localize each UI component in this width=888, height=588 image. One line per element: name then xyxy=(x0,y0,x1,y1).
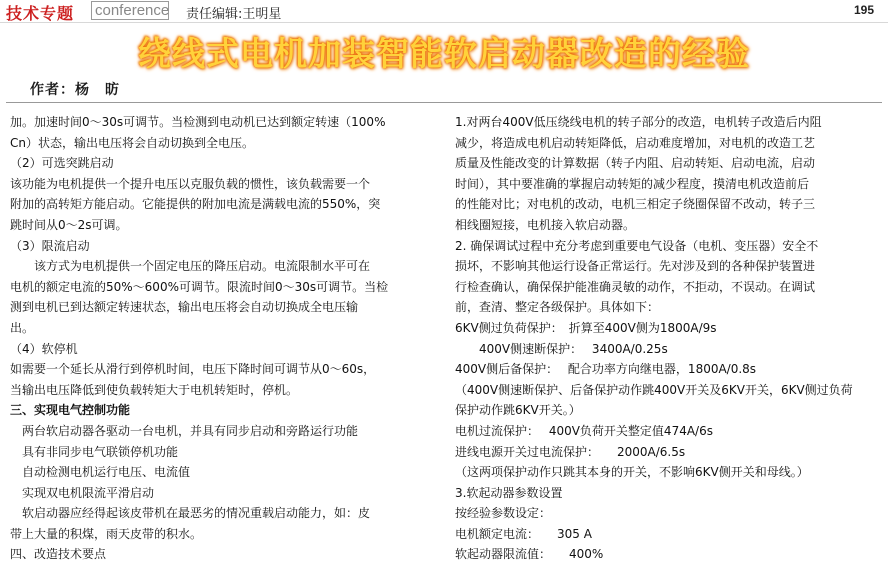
paragraph-line: Cn）状态，输出电压将会自动切换到全电压。 xyxy=(10,135,254,150)
section-heading: 四、改造技术要点 xyxy=(10,547,107,562)
paragraph-line: 前，查清、整定各级保护。具体如下： xyxy=(455,300,660,315)
divider-line xyxy=(6,102,882,103)
paragraph-line: 加。加速时间0～30s可调节。当检测到电动机已达到额定转速（100% xyxy=(10,115,386,129)
paragraph-line: （这两项保护动作只跳其本身的开关，不影响6KV侧开关和母线。） xyxy=(455,465,809,480)
paragraph-line: 的性能对比；对电机的改动，电机三相定子绕圈保留不改动，转子三 xyxy=(455,197,816,212)
paragraph-line: 保护动作跳6KV开关。） xyxy=(455,403,581,418)
page-number: 195 xyxy=(853,3,874,17)
paragraph-line: 按经验参数设定： xyxy=(455,506,552,521)
paragraph-line: 电机的额定电流的50%～600%可调节。限流时间0～30s可调节。当检 xyxy=(10,279,389,294)
paragraph-line: 1.对两台400V低压绕线电机的转子部分的改造，电机转子改造后内阻 xyxy=(455,115,822,129)
parameter-setting: 电机额定电流： 305 A xyxy=(455,526,592,541)
paragraph-line: （4）软停机 xyxy=(10,341,78,356)
paragraph-line: （400V侧速断保护、后备保护动作跳400V开关及6KV开关，6KV侧过负荷 xyxy=(455,382,853,397)
paragraph-line: 3.软起动器参数设置 xyxy=(455,485,563,500)
paragraph-line: 2. 确保调试过程中充分考虑到重要电气设备（电机、变压器）安全不 xyxy=(455,238,819,253)
paragraph-line: 减少，将造成电机启动转矩降低，启动难度增加，对电机的改造工艺 xyxy=(455,135,816,150)
paragraph-line: 自动检测电机运行电压、电流值 xyxy=(10,465,191,480)
paragraph-line: 损坏，不影响其他运行设备正常运行。先对涉及到的各种保护装置进 xyxy=(455,259,816,274)
article-title: 绕线式电机加装智能软启动器改造的经验 xyxy=(138,34,750,73)
paragraph-line: 附加的高转矩方能启动。它能提供的附加电流是满载电流的550%，突 xyxy=(10,197,381,212)
paragraph-line: （2）可选突跳启动 xyxy=(10,156,114,171)
paragraph-line: 出。 xyxy=(10,320,35,335)
paragraph-line: 如需要一个延长从滑行到停机时间，电压下降时间可调节从0～60s， xyxy=(10,362,376,377)
paragraph-line: 该功能为电机提供一个提升电压以克服负载的惯性，该负载需要一个 xyxy=(10,176,371,191)
paragraph-line: 带上大量的积煤，雨天皮带的积水。 xyxy=(10,526,203,541)
paragraph-line: （3）限流启动 xyxy=(10,238,90,253)
paragraph-line: 软启动器应经得起该皮带机在最恶劣的情况重载启动能力，如：皮 xyxy=(10,506,371,521)
right-column xyxy=(455,112,885,565)
protection-setting: 电机过流保护： 400V负荷开关整定值474A/6s xyxy=(455,423,713,438)
protection-setting: 400V侧后备保护： 配合功率方向继电器，1800A/0.8s xyxy=(455,362,757,377)
protection-setting: 6KV侧过负荷保护： 折算至400V侧为1800A/9s xyxy=(455,320,717,335)
paragraph-line: 质量及性能改变的计算数据（转子内阻、启动转矩、启动电流，启动 xyxy=(455,156,816,171)
protection-setting: 400V侧速断保护： 3400A/0.25s xyxy=(455,341,668,356)
paragraph-line: 测到电机已到达额定转速状态，输出电压将会自动切换成全电压输 xyxy=(10,300,359,315)
paragraph-line: 相线圈短接，电机接入软启动器。 xyxy=(455,217,636,232)
article-author: 作者：杨 昉 xyxy=(30,82,120,98)
paragraph-line: 两台软启动器各驱动一台电机，并具有同步启动和旁路运行功能 xyxy=(10,423,359,438)
paragraph-line: 具有非同步电气联锁停机功能 xyxy=(10,444,179,459)
header-bar xyxy=(0,0,888,23)
paragraph-line: 时间），其中要准确的掌握启动转矩的减少程度，摸清电机改造前后 xyxy=(455,176,810,191)
section-tag: 技术专题 xyxy=(6,4,75,23)
editor-credit: 责任编辑:王明星 xyxy=(186,7,282,22)
paragraph-line: 当输出电压降低到使负载转矩大于电机转矩时，停机。 xyxy=(10,382,299,397)
left-column xyxy=(10,112,440,565)
paragraph-line: 该方式为电机提供一个固定电压的降压启动。电流限制水平可在 xyxy=(10,259,371,274)
conference-label: conference xyxy=(91,1,169,20)
paragraph-line: 跳时间从0～2s可调。 xyxy=(10,217,128,232)
paragraph-line: 行检查确认，确保保护能准确灵敏的动作，不拒动，不误动。在调试 xyxy=(455,279,816,294)
parameter-setting: 软起动器限流值： 400% xyxy=(455,547,604,562)
section-heading: 三、实现电气控制功能 xyxy=(10,403,131,418)
protection-setting: 进线电源开关过电流保护： 2000A/6.5s xyxy=(455,444,686,459)
paragraph-line: 实现双电机限流平滑启动 xyxy=(10,485,155,500)
